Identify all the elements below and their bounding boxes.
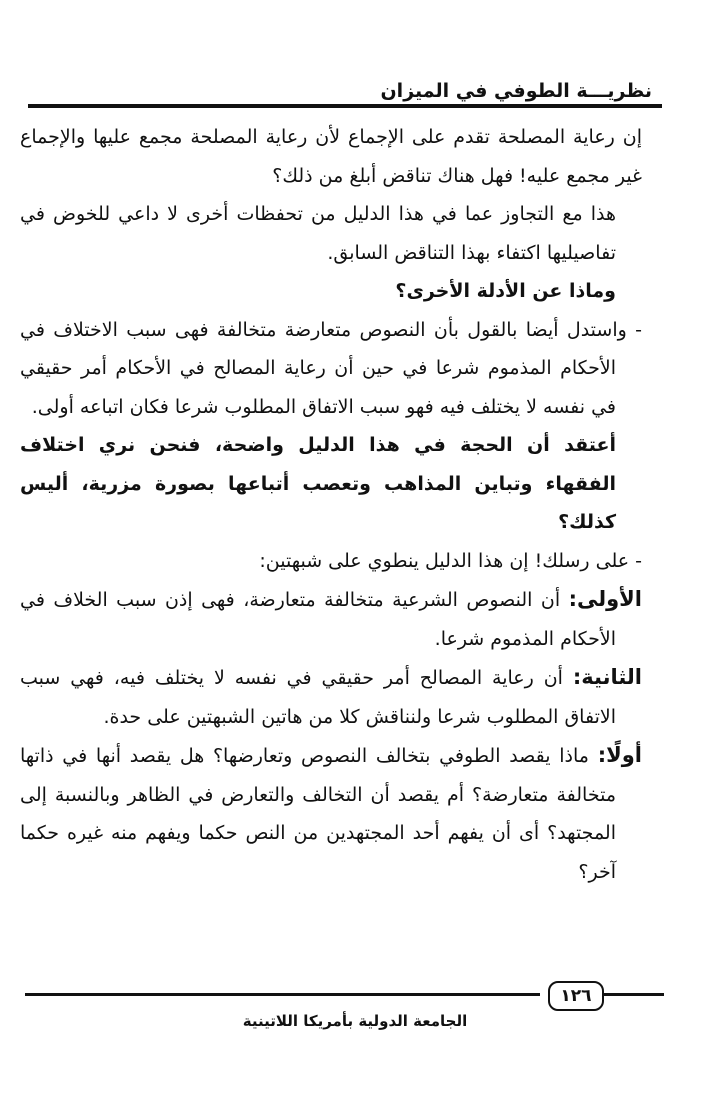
- footer-rule-left: [25, 993, 540, 996]
- page-body: [20, 118, 642, 891]
- paragraph-4: - على رسلك! إن هذا الدليل ينطوي على شبهتين:: [259, 549, 642, 572]
- paragraph-3: - واستدل أيضا بالقول بأن النصوص متعارضة متخالفة فهى سبب الاختلاف في الأحكام المذموم شرعا في حين أن رعاية المصالح في الأحكام أمر حقيقي في نفسه لا يختلف فيه فهو سبب الاتفاق المطلوب شرعا فكان اتباعه أولى.: [20, 318, 642, 418]
- point-first: [20, 580, 642, 658]
- point-third-text: ماذا يقصد الطوفي بتخالف النصوص وتعارضها؟ هل يقصد أنها في ذاتها متخالفة متعارضة؟ أم يقصد أن التخالف والتعارض في الظاهر وبالنسبة إلى المجتهد؟ أى أن يفهم أحد المجتهدين من النص حكما ويفهم منه غيره حكما آخر؟: [20, 745, 616, 883]
- running-header-title: نظريـــة الطوفي في الميزان: [380, 80, 652, 102]
- header-rule: [28, 104, 662, 108]
- footer-publisher: الجامعة الدولية بأمريكا اللاتينية: [242, 1012, 468, 1030]
- point-third-label: أولًا:: [597, 743, 642, 767]
- page-number: ١٢٦: [560, 986, 592, 1006]
- point-third: [20, 736, 642, 891]
- point-first-text: أن النصوص الشرعية متخالفة متعارضة، فهى إذن سبب الخلاف في الأحكام المذموم شرعا.: [20, 589, 616, 650]
- paragraph-1: إن رعاية المصلحة تقدم على الإجماع لأن رعاية المصلحة مجمع عليها والإجماع غير مجمع عليه! فهل هناك تناقض أبلغ من ذلك؟: [20, 126, 642, 187]
- question-2: أعتقد أن الحجة في هذا الدليل واضحة، فنحن نري اختلاف الفقهاء وتباين المذاهب وتعصب أتباعها بصورة مزرية، أليس كذلك؟: [20, 434, 616, 533]
- footer-rule-right: [600, 993, 664, 996]
- page-number-box: [548, 981, 604, 1011]
- question-1: وماذا عن الأدلة الأخرى؟: [395, 280, 616, 302]
- point-second: [20, 658, 642, 736]
- point-second-label: الثانية:: [572, 665, 642, 689]
- point-first-label: الأولى:: [568, 587, 642, 611]
- point-second-text: أن رعاية المصالح أمر حقيقي في نفسه لا يختلف فيه، فهي سبب الاتفاق المطلوب شرعا ولنناقش كلا من هاتين الشبهتين على حدة.: [20, 667, 616, 728]
- paragraph-2: هذا مع التجاوز عما في هذا الدليل من تحفظات أخرى لا داعي للخوض في تفاصيليها اكتفاء بهذا التناقض السابق.: [20, 203, 616, 264]
